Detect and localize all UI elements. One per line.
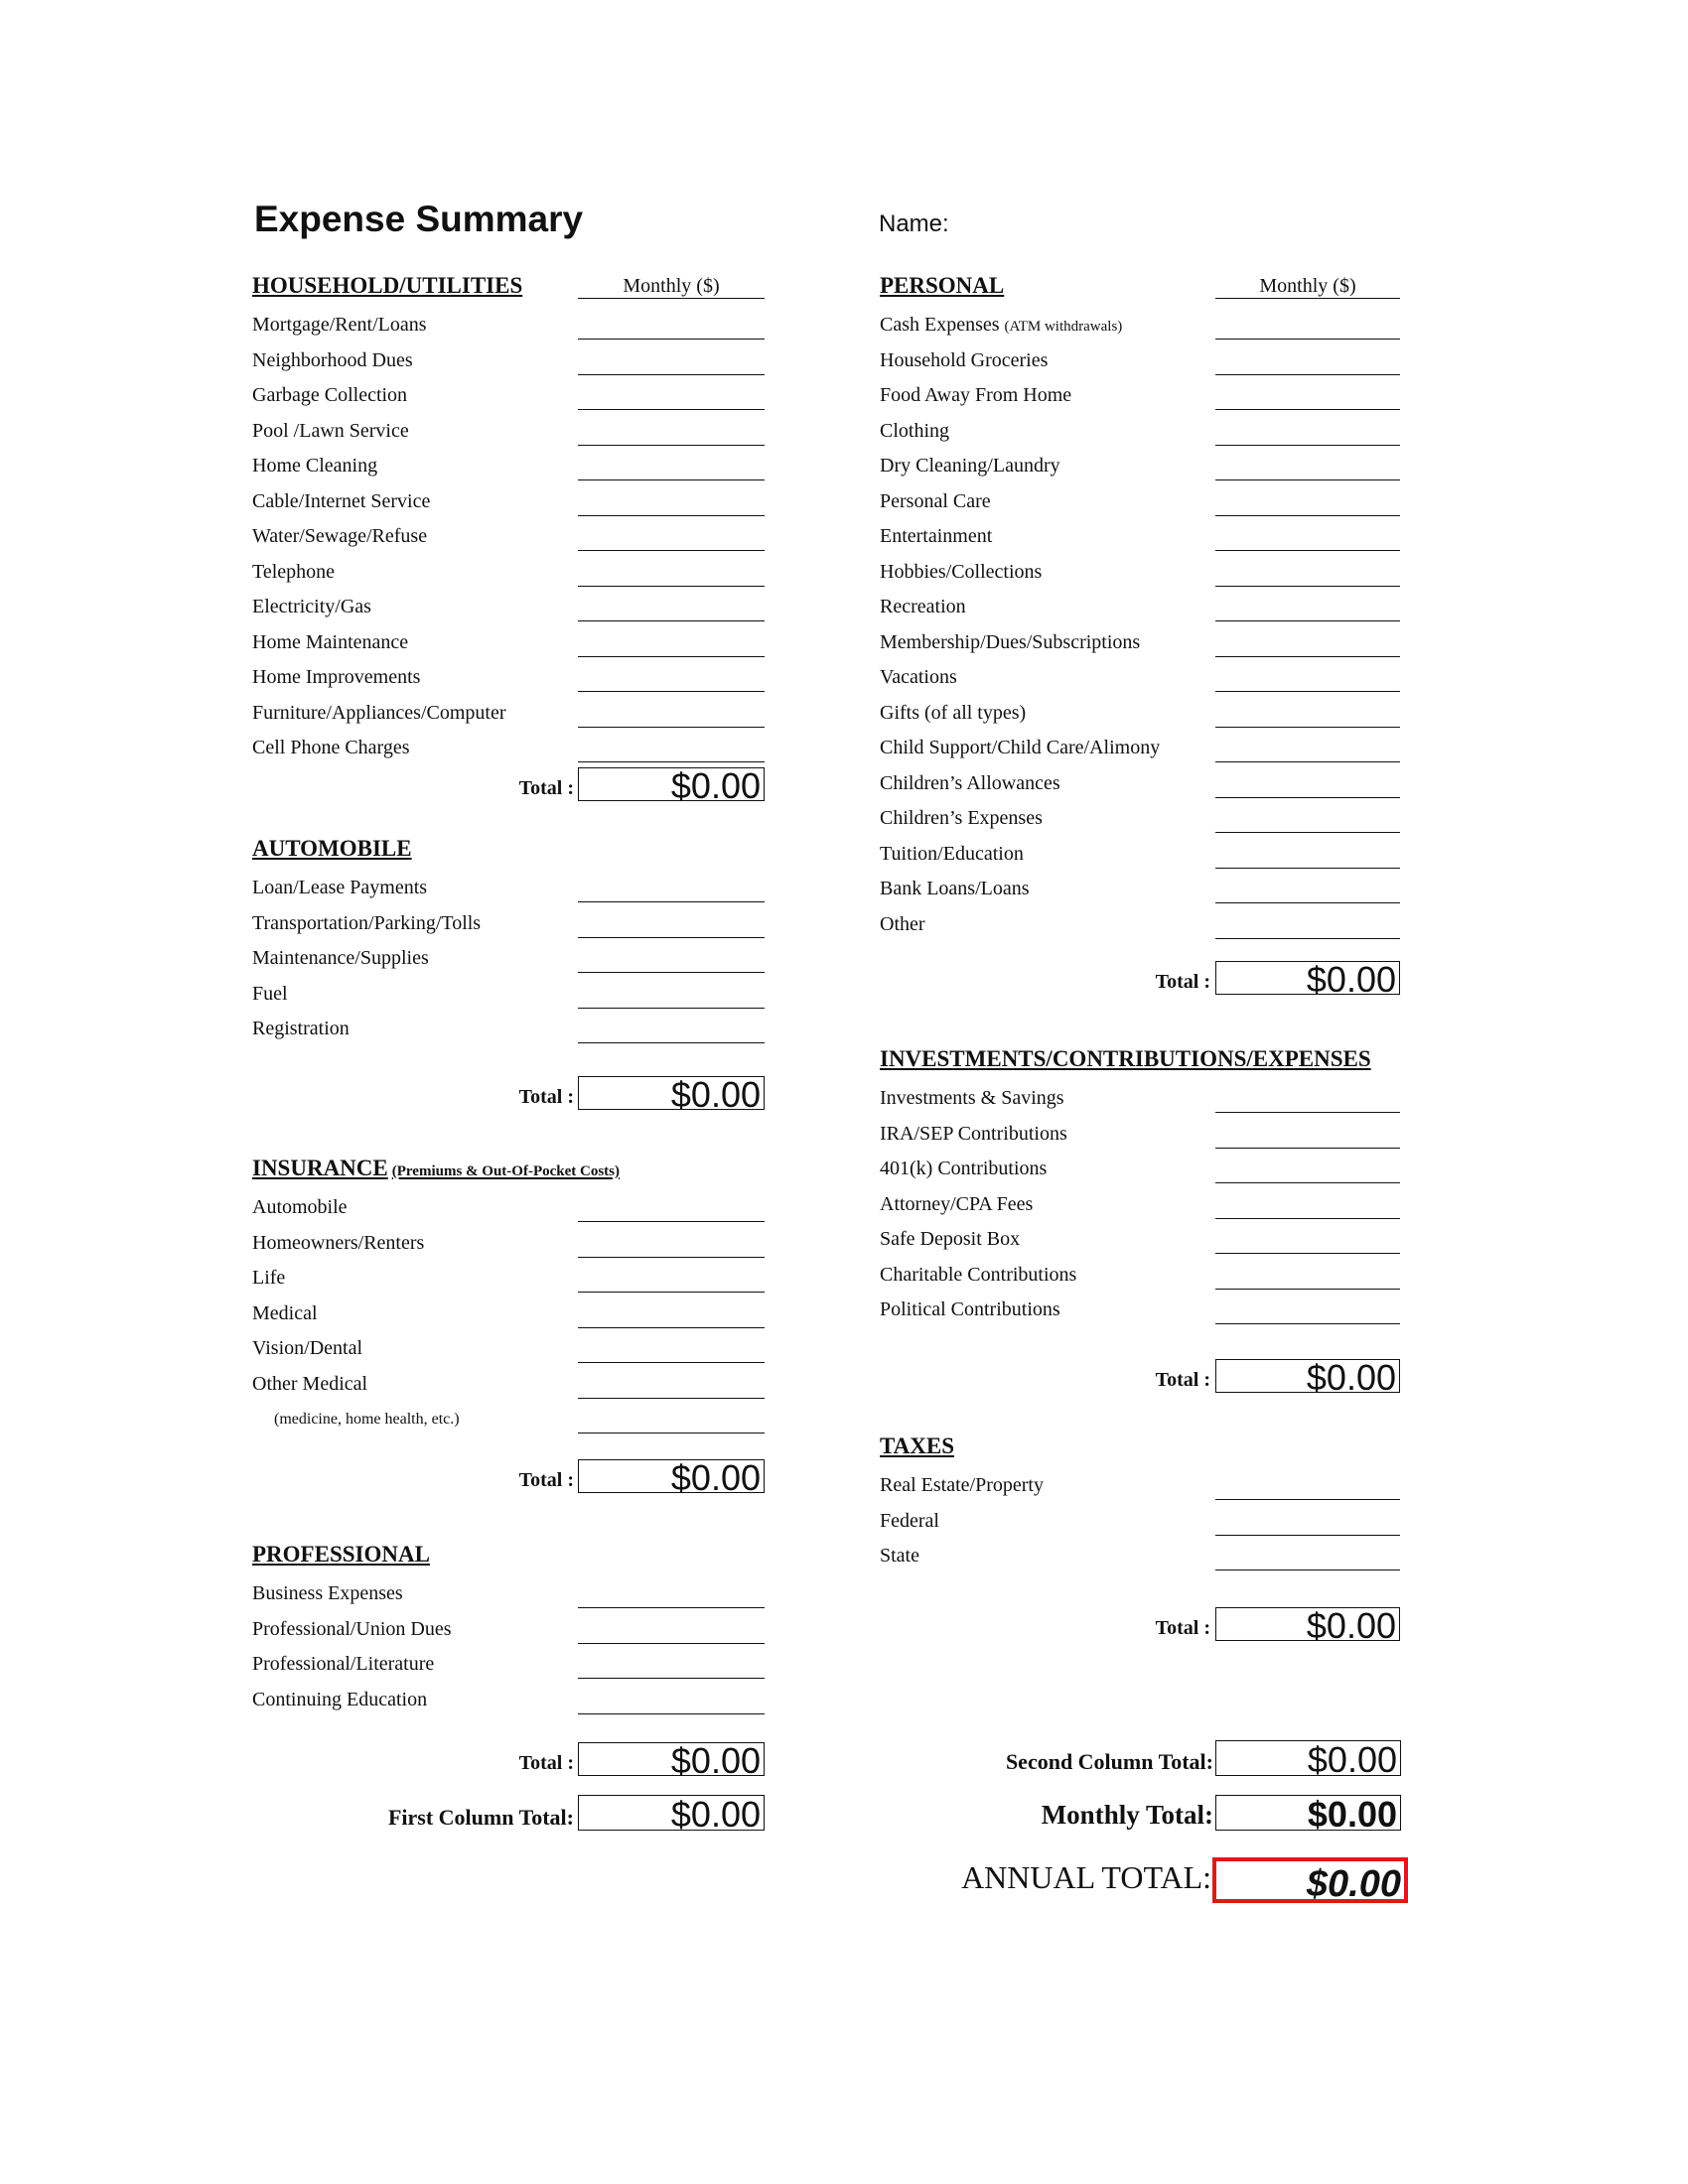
expense-label: State xyxy=(880,1545,919,1567)
expense-row xyxy=(880,1505,1401,1541)
expense-label: Other Medical xyxy=(252,1372,368,1395)
expense-row xyxy=(880,591,1401,626)
professional-total-field[interactable]: $0.00 xyxy=(578,1742,765,1776)
taxes-section xyxy=(880,1433,1401,1647)
expense-row xyxy=(880,873,1401,908)
amount-line[interactable] xyxy=(1215,1499,1400,1500)
expense-label: Dry Cleaning/Laundry xyxy=(880,455,1060,477)
personal-rows xyxy=(880,344,1401,944)
expense-row xyxy=(880,838,1401,874)
professional-rows xyxy=(252,1577,808,1718)
amount-line[interactable] xyxy=(1215,797,1400,798)
expense-label: Entertainment xyxy=(880,525,993,547)
expense-label: IRA/SEP Contributions xyxy=(880,1122,1067,1145)
amount-line[interactable] xyxy=(1215,620,1400,621)
expense-label: Household Groceries xyxy=(880,348,1049,371)
personal-total-field[interactable]: $0.00 xyxy=(1215,961,1400,995)
expense-row xyxy=(252,520,808,556)
expense-row xyxy=(880,767,1401,803)
expense-row xyxy=(252,344,808,380)
amount-line[interactable] xyxy=(1215,832,1400,833)
automobile-section xyxy=(252,836,808,1116)
expense-row xyxy=(880,556,1401,592)
amount-line[interactable] xyxy=(578,1221,765,1222)
expense-label: Gifts (of all types) xyxy=(880,701,1027,724)
amount-line[interactable] xyxy=(578,1257,765,1258)
expense-row xyxy=(252,1577,808,1613)
expense-label: Medical xyxy=(252,1301,318,1324)
expense-row xyxy=(252,626,808,662)
investments-rows xyxy=(880,1082,1401,1329)
expense-label: Home Improvements xyxy=(252,666,421,688)
expense-row xyxy=(252,379,808,415)
expense-row xyxy=(252,732,808,767)
expense-row xyxy=(880,802,1401,838)
taxes-header xyxy=(880,1433,1401,1469)
expense-label: Real Estate/Property xyxy=(880,1474,1044,1496)
expense-label: Investments & Savings xyxy=(880,1087,1064,1109)
cash-expenses-label: Cash Expenses xyxy=(880,314,1000,336)
second-column-total-label: Second Column Total: xyxy=(1005,1749,1213,1774)
name-label: Name: xyxy=(879,210,949,237)
expense-row xyxy=(252,872,808,907)
personal-section xyxy=(880,273,1401,1001)
amount-line[interactable] xyxy=(578,1008,765,1009)
expense-row xyxy=(252,415,808,451)
amount-line[interactable] xyxy=(578,1713,765,1714)
expense-label: Child Support/Child Care/Alimony xyxy=(880,737,1161,758)
professional-header xyxy=(252,1542,808,1577)
amount-line[interactable] xyxy=(578,339,765,340)
monthly-total-label: Monthly Total: xyxy=(1041,1800,1213,1830)
expense-label: Tuition/Education xyxy=(880,842,1024,865)
expense-row xyxy=(880,908,1401,944)
expense-row xyxy=(880,661,1401,697)
expense-row xyxy=(252,1297,808,1333)
annual-total-field[interactable]: $0.00 xyxy=(1212,1857,1408,1903)
expense-row xyxy=(880,309,1401,344)
expense-row xyxy=(252,1648,808,1684)
amount-line[interactable] xyxy=(1215,1253,1400,1254)
expense-row xyxy=(880,520,1401,556)
expense-label: Hobbies/Collections xyxy=(880,560,1043,583)
expense-label: Fuel xyxy=(252,982,288,1005)
expense-row xyxy=(880,1540,1401,1575)
amount-line[interactable] xyxy=(578,1678,765,1679)
insurance-section xyxy=(252,1156,808,1499)
expense-row xyxy=(880,1259,1401,1295)
expense-label: Pool /Lawn Service xyxy=(252,419,409,442)
amount-line[interactable] xyxy=(1215,374,1400,375)
expense-row xyxy=(252,1332,808,1368)
automobile-header xyxy=(252,836,808,872)
insurance-total-field[interactable]: $0.00 xyxy=(578,1459,765,1493)
amount-line[interactable] xyxy=(1215,409,1400,410)
expense-label: Home Maintenance xyxy=(252,630,409,653)
amount-line[interactable] xyxy=(1215,938,1400,939)
expense-label: Telephone xyxy=(252,560,336,583)
amount-line[interactable] xyxy=(1215,727,1400,728)
personal-total-label: Total : xyxy=(1155,971,1210,993)
insurance-rows xyxy=(252,1191,808,1403)
expense-label: Loan/Lease Payments xyxy=(252,877,428,898)
expense-row xyxy=(252,556,808,592)
expense-row xyxy=(880,1188,1401,1224)
amount-line[interactable] xyxy=(578,937,765,938)
expense-label: Garbage Collection xyxy=(252,384,408,406)
amount-line[interactable] xyxy=(1215,515,1400,516)
expense-row xyxy=(252,485,808,521)
expense-row xyxy=(252,309,808,344)
expense-row xyxy=(252,1368,808,1404)
taxes-title: TAXES xyxy=(880,1433,954,1458)
expense-label: 401(k) Contributions xyxy=(880,1158,1048,1179)
expense-row xyxy=(252,1613,808,1649)
insurance-note: (Premiums & Out-Of-Pocket Costs) xyxy=(391,1163,621,1179)
expense-row xyxy=(880,1118,1401,1154)
page-title: Expense Summary xyxy=(254,199,584,239)
amount-line[interactable] xyxy=(1215,445,1400,446)
monthly-total-field[interactable]: $0.00 xyxy=(1215,1795,1401,1831)
amount-line[interactable] xyxy=(578,1607,765,1608)
automobile-rows xyxy=(252,872,808,1048)
expense-row xyxy=(252,907,808,943)
investments-total-label: Total : xyxy=(1155,1368,1210,1391)
amount-line[interactable] xyxy=(1215,550,1400,551)
investments-total-row xyxy=(880,1359,1401,1399)
household-total-row xyxy=(252,767,808,807)
expense-label: Homeowners/Renters xyxy=(252,1231,425,1254)
insurance-total-label: Total : xyxy=(518,1468,574,1491)
expense-label: Safe Deposit Box xyxy=(880,1228,1021,1250)
automobile-total-row xyxy=(252,1076,808,1116)
amount-line[interactable] xyxy=(578,445,765,446)
household-title: HOUSEHOLD/UTILITIES xyxy=(252,273,523,298)
expense-row xyxy=(880,450,1401,485)
expense-row xyxy=(252,661,808,697)
expense-label xyxy=(880,314,1122,337)
amount-line[interactable] xyxy=(1215,586,1400,587)
expense-label: Bank Loans/Loans xyxy=(880,878,1030,899)
expense-label: Clothing xyxy=(880,419,950,442)
expense-label: Federal xyxy=(880,1509,939,1532)
personal-title: PERSONAL xyxy=(880,273,1005,298)
expense-label: Maintenance/Supplies xyxy=(252,947,429,969)
expense-row xyxy=(252,591,808,626)
second-column-total-field[interactable]: $0.00 xyxy=(1215,1740,1401,1776)
expense-label: Transportation/Parking/Tolls xyxy=(252,911,482,934)
monthly-column-header: Monthly ($) xyxy=(578,275,765,299)
expense-label: Attorney/CPA Fees xyxy=(880,1192,1034,1215)
expense-row xyxy=(252,942,808,978)
amount-line[interactable] xyxy=(1215,1112,1400,1113)
investments-header xyxy=(880,1046,1401,1082)
expense-label: Registration xyxy=(252,1018,350,1039)
investments-total-field[interactable]: $0.00 xyxy=(1215,1359,1400,1393)
expense-row xyxy=(880,485,1401,521)
amount-line[interactable] xyxy=(578,691,765,692)
insurance-header xyxy=(252,1156,808,1191)
insurance-total-row xyxy=(252,1459,808,1499)
expense-label: Continuing Education xyxy=(252,1688,428,1710)
expense-row xyxy=(880,732,1401,767)
household-total-label: Total : xyxy=(518,776,574,799)
expense-row xyxy=(880,1153,1401,1188)
expense-label: Electricity/Gas xyxy=(252,596,371,617)
amount-line[interactable] xyxy=(1215,691,1400,692)
expense-row xyxy=(880,1082,1401,1118)
expense-row xyxy=(880,379,1401,415)
expense-row xyxy=(880,1223,1401,1259)
professional-title: PROFESSIONAL xyxy=(252,1542,430,1567)
expense-row xyxy=(252,1262,808,1297)
expense-label: Professional/Union Dues xyxy=(252,1617,452,1640)
amount-line[interactable] xyxy=(1215,761,1400,762)
investments-title: INVESTMENTS/CONTRIBUTIONS/EXPENSES xyxy=(880,1046,1371,1071)
expense-label: Recreation xyxy=(880,596,966,617)
expense-label: Cable/Internet Service xyxy=(252,489,431,512)
insurance-title-text: INSURANCE xyxy=(252,1156,388,1180)
expense-row xyxy=(880,415,1401,451)
personal-total-row xyxy=(880,961,1401,1001)
amount-line[interactable] xyxy=(578,479,765,480)
expense-label: Political Contributions xyxy=(880,1298,1060,1320)
insurance-title xyxy=(252,1156,620,1181)
amount-line[interactable] xyxy=(578,550,765,551)
annual-total-label: ANNUAL TOTAL: xyxy=(961,1859,1211,1895)
expense-label: Membership/Dues/Subscriptions xyxy=(880,630,1141,653)
expense-row xyxy=(252,1684,808,1719)
household-header xyxy=(252,273,808,309)
insurance-subnote-row xyxy=(252,1403,808,1438)
monthly-column-header: Monthly ($) xyxy=(1215,275,1400,299)
expense-row xyxy=(252,1191,808,1227)
expense-row xyxy=(252,1227,808,1263)
expense-label: Automobile xyxy=(252,1196,348,1218)
amount-line[interactable] xyxy=(1215,339,1400,340)
amount-line[interactable] xyxy=(1215,1323,1400,1324)
expense-label: Other xyxy=(880,912,925,935)
amount-line[interactable] xyxy=(1215,868,1400,869)
professional-total-label: Total : xyxy=(518,1752,574,1774)
amount-line[interactable] xyxy=(578,656,765,657)
amount-line[interactable] xyxy=(1215,1182,1400,1183)
expense-row xyxy=(880,626,1401,662)
expense-row xyxy=(880,1294,1401,1329)
taxes-total-field[interactable]: $0.00 xyxy=(1215,1607,1400,1641)
amount-line[interactable] xyxy=(1215,656,1400,657)
amount-line[interactable] xyxy=(578,409,765,410)
cash-expenses-note: (ATM withdrawals) xyxy=(1004,319,1123,335)
automobile-total-field[interactable]: $0.00 xyxy=(578,1076,765,1110)
expense-row xyxy=(880,344,1401,380)
expense-label: Home Cleaning xyxy=(252,455,378,477)
amount-line[interactable] xyxy=(578,1643,765,1644)
amount-line[interactable] xyxy=(578,1042,765,1043)
amount-line[interactable] xyxy=(578,761,765,762)
amount-line[interactable] xyxy=(1215,1148,1400,1149)
taxes-total-label: Total : xyxy=(1155,1616,1210,1639)
expense-label: Personal Care xyxy=(880,489,991,512)
expense-label: Business Expenses xyxy=(252,1582,403,1604)
expense-label: Furniture/Appliances/Computer xyxy=(252,701,506,724)
amount-line[interactable] xyxy=(578,374,765,375)
personal-header xyxy=(880,273,1401,309)
expense-label: Neighborhood Dues xyxy=(252,348,413,371)
household-rows xyxy=(252,309,808,767)
insurance-subnote: (medicine, home health, etc.) xyxy=(274,1411,460,1428)
automobile-title: AUTOMOBILE xyxy=(252,836,412,861)
expense-row xyxy=(880,1469,1401,1505)
automobile-total-label: Total : xyxy=(518,1085,574,1108)
amount-line[interactable] xyxy=(578,1362,765,1363)
expense-label: Life xyxy=(252,1267,286,1289)
expense-row xyxy=(880,697,1401,733)
professional-total-row xyxy=(252,1742,808,1782)
taxes-total-row xyxy=(880,1607,1401,1647)
first-column-total-field[interactable]: $0.00 xyxy=(578,1795,765,1831)
expense-label: Children’s Expenses xyxy=(880,807,1043,829)
expense-label: Mortgage/Rent/Loans xyxy=(252,314,427,336)
expense-label: Vacations xyxy=(880,666,957,688)
expense-row xyxy=(252,697,808,733)
amount-line[interactable] xyxy=(578,727,765,728)
expense-label: Charitable Contributions xyxy=(880,1263,1077,1286)
expense-row xyxy=(252,978,808,1014)
amount-line[interactable] xyxy=(578,1292,765,1293)
first-column-total-label: First Column Total: xyxy=(387,1805,574,1830)
expense-label: Children’s Allowances xyxy=(880,771,1060,794)
amount-line[interactable] xyxy=(1215,1535,1400,1536)
taxes-rows xyxy=(880,1469,1401,1575)
expense-label: Cell Phone Charges xyxy=(252,737,410,758)
amount-line[interactable] xyxy=(1215,902,1400,903)
amount-line[interactable] xyxy=(578,620,765,621)
amount-line[interactable] xyxy=(1215,479,1400,480)
amount-line[interactable] xyxy=(1215,1218,1400,1219)
investments-section xyxy=(880,1046,1401,1399)
household-total-field[interactable]: $0.00 xyxy=(578,767,765,801)
amount-line[interactable] xyxy=(1215,1289,1400,1290)
expense-label: Professional/Literature xyxy=(252,1653,435,1675)
professional-section xyxy=(252,1542,808,1782)
amount-line[interactable] xyxy=(578,1398,765,1399)
expense-label: Food Away From Home xyxy=(880,384,1072,406)
expense-label: Water/Sewage/Refuse xyxy=(252,525,428,547)
amount-line[interactable] xyxy=(578,515,765,516)
amount-line[interactable] xyxy=(578,586,765,587)
expense-row xyxy=(252,450,808,485)
amount-line[interactable] xyxy=(578,901,765,902)
household-section xyxy=(252,273,808,807)
expense-label: Vision/Dental xyxy=(252,1337,363,1359)
amount-line[interactable] xyxy=(578,972,765,973)
amount-line[interactable] xyxy=(578,1327,765,1328)
expense-row xyxy=(252,1013,808,1048)
